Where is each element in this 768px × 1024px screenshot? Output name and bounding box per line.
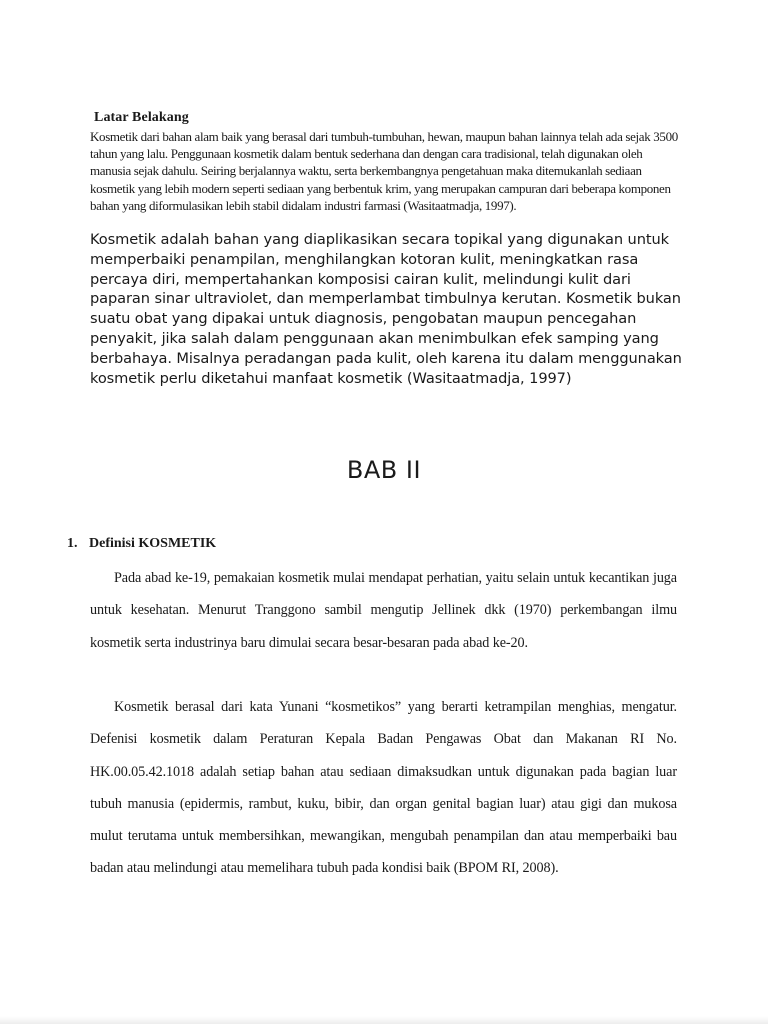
section-title: Definisi KOSMETIK: [89, 536, 217, 551]
body-paragraph-1: Pada abad ke-19, pemakaian kosmetik mulai mendapat perhatian, yaitu selain untuk kecantikan juga untuk kesehatan. Menurut Tranggono sambil mengutip Jellinek dkk (1970) perkembangan ilmu kosmetik serta industrinya baru dimulai secara besar-besaran pada abad ke-20.: [90, 570, 677, 651]
page-bottom-shadow: [0, 1016, 768, 1024]
latar-belakang-heading: Latar Belakang: [94, 110, 189, 125]
latar-belakang-paragraph: Kosmetik dari bahan alam baik yang berasal dari tumbuh-tumbuhan, hewan, maupun bahan lainnya telah ada sejak 3500 tahun yang lalu. Penggunaan kosmetik dalam bentuk sederhana dan dengan cara tradisional, telah digunakan oleh manusia sejak dahulu. Seiring berjalannya waktu, serta berkembangnya pengetahuan maka ditemukanlah sediaan kosmetik yang lebih modern seperti sediaan yang berbentuk krim, yang merupakan campuran dari beberapa komponen bahan yang diformulasikan lebih stabil didalam industri farmasi (Wasitaatmadja, 1997).: [90, 129, 678, 213]
body-paragraph-2: Kosmetik berasal dari kata Yunani “kosmetikos” yang berarti ketrampilan menghias, mengatur. Defenisi kosmetik dalam Peraturan Kepala Badan Pengawas Obat dan Makanan RI No. HK.00.05.42.1018 adalah setiap bahan atau sediaan dimaksudkan untuk digunakan pada bagian luar tubuh manusia (epidermis, rambut, kuku, bibir, dan organ genital bagian luar) atau gigi dan mukosa mulut terutama untuk membersihkan, mewangikan, mengubah penampilan dan atau memperbaiki bau badan atau melindungi atau memelihara tubuh pada kondisi baik (BPOM RI, 2008).: [90, 699, 677, 877]
section-number: 1.: [67, 536, 78, 551]
chapter-title: BAB II: [346, 456, 422, 484]
section-heading: [67, 536, 216, 552]
kosmetik-definition-paragraph: Kosmetik adalah bahan yang diaplikasikan secara topikal yang digunakan untuk memperbaiki penampilan, menghilangkan kotoran kulit, meningkatkan rasa percaya diri, mempertahankan komposisi cairan kulit, melindungi kulit dari paparan sinar ultraviolet, dan memperlambat timbulnya kerutan. Kosmetik bukan suatu obat yang dipakai untuk diagnosis, pengobatan maupun pencegahan penyakit, jika salah dalam penggunaan akan menimbulkan efek samping yang berbahaya. Misalnya peradangan pada kulit, oleh karena itu dalam menggunakan kosmetik perlu diketahui manfaat kosmetik (Wasitaatmadja, 1997): [90, 231, 682, 387]
